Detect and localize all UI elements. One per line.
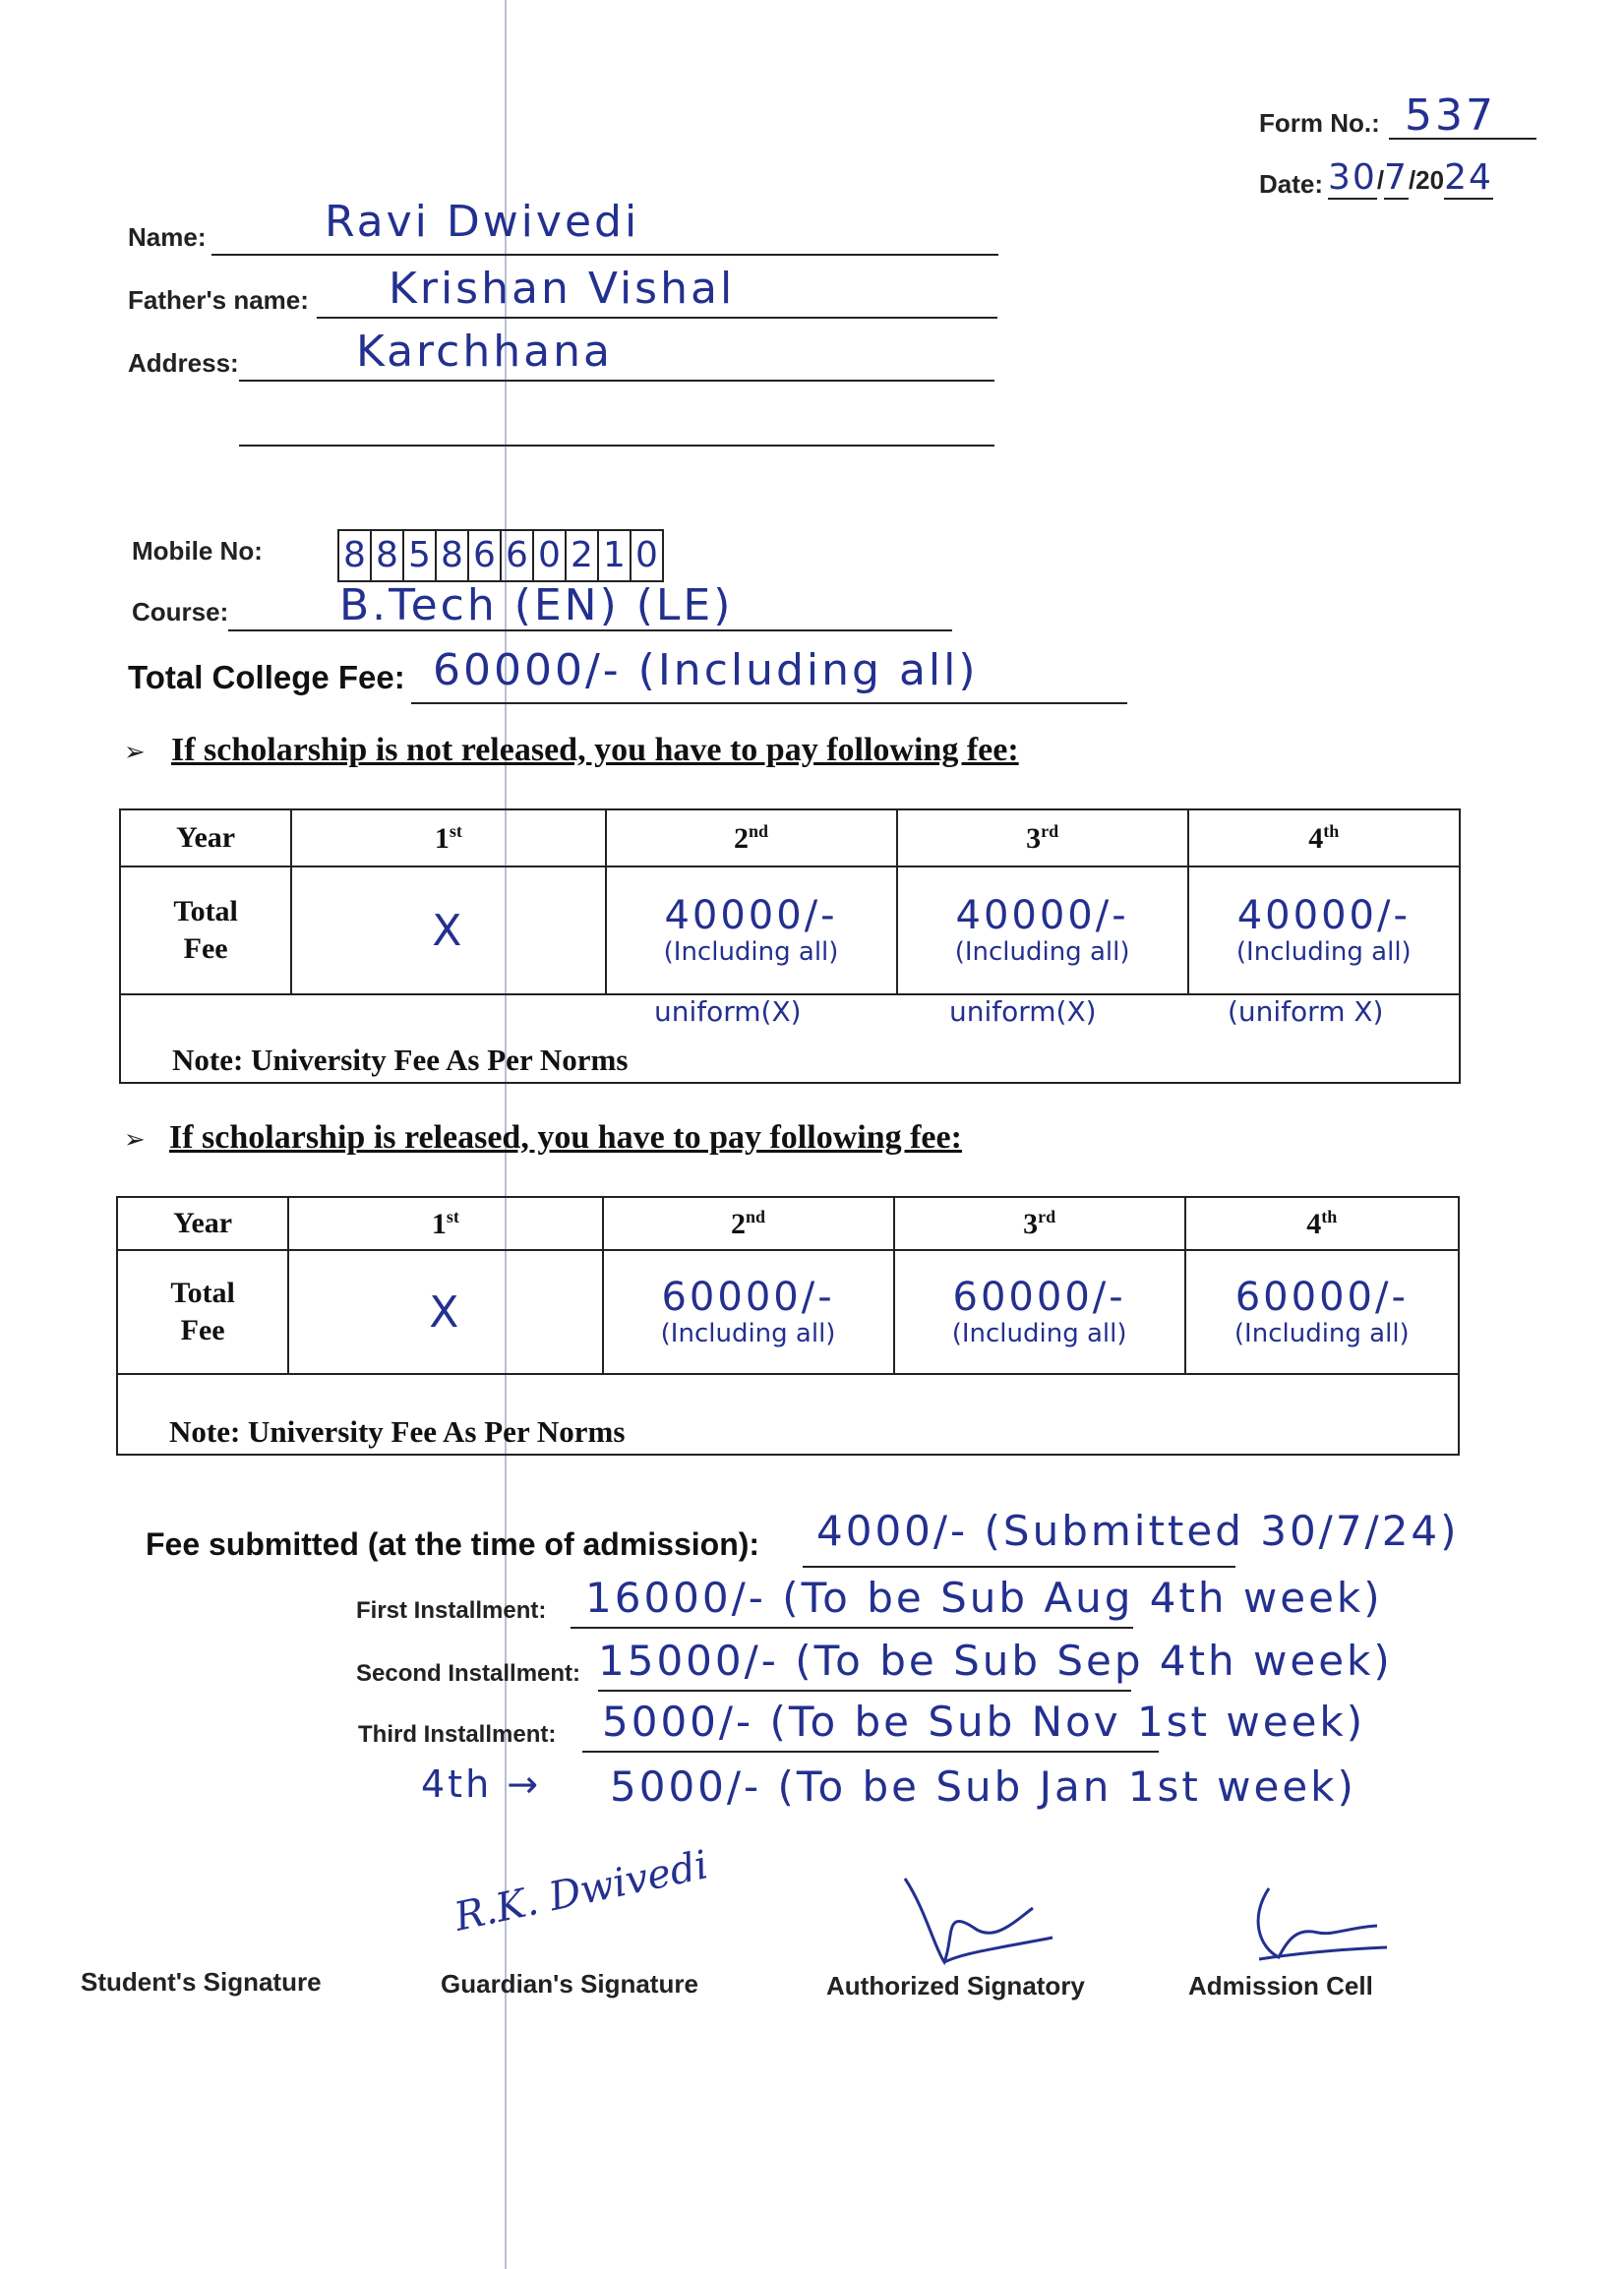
third-installment-value: 5000/- (To be Sub Nov 1st week) bbox=[602, 1698, 1366, 1746]
table1-cell-4th: 40000/- (Including all) bbox=[1188, 866, 1460, 994]
mobile-digit: 5 bbox=[404, 531, 437, 580]
guardian-signature-scribble: R.K. Dwivedi bbox=[451, 1842, 712, 1941]
admission-cell-signature-scribble bbox=[1239, 1879, 1397, 1967]
third-installment-label: Third Installment: bbox=[358, 1721, 557, 1748]
table2-col-2nd: 2nd bbox=[603, 1197, 894, 1250]
table1-col-4th: 4th bbox=[1188, 809, 1460, 866]
mobile-digit: 0 bbox=[534, 531, 567, 580]
table1-cell-2nd: 40000/- (Including all) bbox=[606, 866, 897, 994]
admission-fee-label: Fee submitted (at the time of admission): bbox=[146, 1526, 760, 1562]
first-installment-underline bbox=[571, 1627, 1133, 1629]
section2-bullet-icon: ➢ bbox=[124, 1125, 146, 1155]
table1-cell-1st: X bbox=[291, 866, 605, 994]
mobile-digit: 1 bbox=[599, 531, 632, 580]
table1-row-total-fee: Total Fee bbox=[120, 866, 291, 994]
date-label: Date: bbox=[1259, 169, 1324, 199]
second-installment-label: Second Installment: bbox=[356, 1660, 581, 1687]
address-underline-1 bbox=[239, 380, 994, 382]
fourth-installment-label: 4th → bbox=[421, 1762, 542, 1806]
total-fee-label: Total College Fee: bbox=[128, 659, 405, 695]
authorized-signatory-label: Authorized Signatory bbox=[826, 1971, 1085, 2000]
mobile-boxes bbox=[337, 529, 664, 582]
date-year: 24 bbox=[1444, 157, 1493, 198]
total-fee-underline bbox=[411, 702, 1127, 704]
fee-table-scholarship bbox=[116, 1196, 1460, 1456]
form-no-label: Form No.: bbox=[1259, 108, 1380, 138]
admission-fee-underline bbox=[803, 1566, 1235, 1568]
date-value bbox=[1328, 157, 1493, 198]
table1-col-1st: 1st bbox=[291, 809, 605, 866]
mobile-digit: 6 bbox=[469, 531, 502, 580]
admission-fee-value: 4000/- (Submitted 30/7/24) bbox=[816, 1507, 1460, 1555]
name-underline bbox=[211, 254, 998, 256]
course-label: Course: bbox=[132, 597, 229, 627]
mobile-digit: 0 bbox=[635, 535, 658, 575]
table2-note-row bbox=[117, 1374, 1459, 1455]
table2-col-year: Year bbox=[117, 1197, 288, 1250]
section1-heading: If scholarship is not released, you have to pay following fee: bbox=[171, 732, 1019, 768]
table1-col-2nd: 2nd bbox=[606, 809, 897, 866]
table2-cell-2nd: 60000/- (Including all) bbox=[603, 1250, 894, 1374]
table2-col-4th: 4th bbox=[1185, 1197, 1459, 1250]
second-installment-value: 15000/- (To be Sub Sep 4th week) bbox=[598, 1637, 1393, 1685]
total-fee-value: 60000/- (Including all) bbox=[433, 645, 979, 695]
table2-cell-1st: X bbox=[288, 1250, 602, 1374]
third-installment-underline bbox=[582, 1751, 1159, 1753]
table2-note: Note: University Fee As Per Norms bbox=[169, 1414, 626, 1449]
father-value: Krishan Vishal bbox=[389, 264, 736, 314]
student-signature-label: Student's Signature bbox=[81, 1967, 322, 1997]
table2-cell-4th: 60000/- (Including all) bbox=[1185, 1250, 1459, 1374]
mobile-digit: 8 bbox=[339, 531, 372, 580]
first-installment-value: 16000/- (To be Sub Aug 4th week) bbox=[585, 1574, 1383, 1622]
table2-row-total-fee: Total Fee bbox=[117, 1250, 288, 1374]
table1-uniform-3rd: uniform(X) bbox=[949, 995, 1097, 1028]
address-underline-2 bbox=[239, 445, 994, 447]
authorized-signature-scribble bbox=[885, 1869, 1062, 1977]
mobile-digit: 8 bbox=[437, 531, 469, 580]
course-value: B.Tech (EN) (LE) bbox=[339, 580, 734, 630]
fourth-installment-value: 5000/- (To be Sub Jan 1st week) bbox=[610, 1762, 1356, 1811]
section2-heading: If scholarship is released, you have to pay following fee: bbox=[169, 1119, 962, 1156]
guardian-signature-label: Guardian's Signature bbox=[441, 1969, 698, 1999]
form-no-value: 537 bbox=[1405, 90, 1496, 141]
father-underline bbox=[317, 317, 997, 319]
table2-cell-3rd: 60000/- (Including all) bbox=[894, 1250, 1185, 1374]
mobile-digit: 8 bbox=[372, 531, 404, 580]
table1-uniform-4th: (uniform X) bbox=[1228, 995, 1384, 1028]
admission-cell-label: Admission Cell bbox=[1188, 1971, 1373, 2000]
table2-col-1st: 1st bbox=[288, 1197, 602, 1250]
section1-bullet-icon: ➢ bbox=[124, 738, 146, 767]
second-installment-underline bbox=[598, 1690, 1131, 1692]
date-sep1: / bbox=[1376, 165, 1385, 195]
name-label: Name: bbox=[128, 222, 207, 252]
address-value: Karchhana bbox=[356, 327, 613, 377]
father-label: Father's name: bbox=[128, 285, 309, 315]
table1-col-year: Year bbox=[120, 809, 291, 866]
table2-col-3rd: 3rd bbox=[894, 1197, 1185, 1250]
mobile-digit: 2 bbox=[567, 531, 599, 580]
address-label: Address: bbox=[128, 348, 239, 378]
date-month: 7 bbox=[1384, 157, 1409, 198]
table1-note: Note: University Fee As Per Norms bbox=[172, 1043, 629, 1077]
table1-uniform-2nd: uniform(X) bbox=[654, 995, 802, 1028]
mobile-digit: 6 bbox=[502, 531, 534, 580]
date-sep2: /20 bbox=[1408, 165, 1445, 195]
date-day: 30 bbox=[1328, 157, 1377, 198]
table1-col-3rd: 3rd bbox=[897, 809, 1188, 866]
fee-table-no-scholarship bbox=[119, 808, 1461, 1084]
table1-cell-3rd: 40000/- (Including all) bbox=[897, 866, 1188, 994]
mobile-label: Mobile No: bbox=[132, 536, 263, 566]
name-value: Ravi Dwivedi bbox=[325, 197, 640, 247]
first-installment-label: First Installment: bbox=[356, 1597, 547, 1624]
